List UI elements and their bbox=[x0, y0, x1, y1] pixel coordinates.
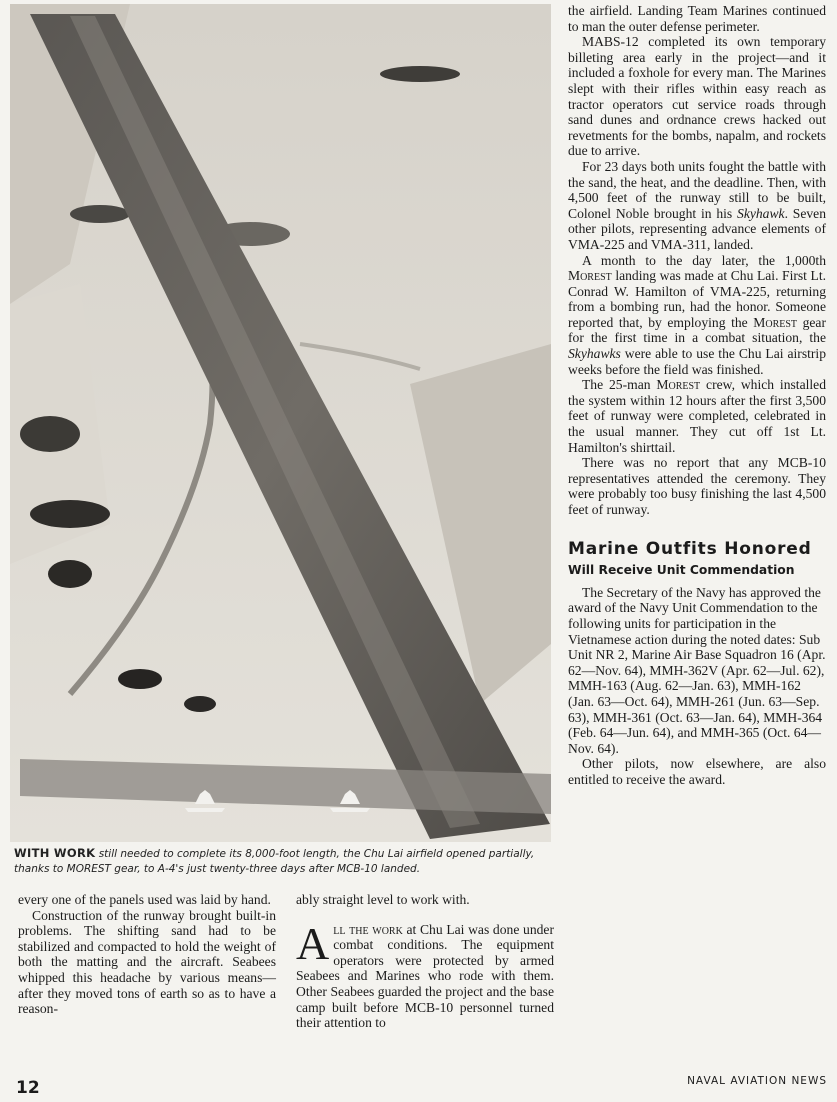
paragraph: the airfield. Landing Team Marines continued to man the outer defense perimeter. bbox=[568, 3, 826, 34]
paragraph: The Secretary of the Navy has approved the award of the Navy Unit Commendation to the following units for participation in the Vietnamese action during the noted dates: Sub Unit NR 2, Marine Air Base Squadron 16 (Apr. 62—Nov. 64), MMH-362V (Apr. 62—Jul. 62), MMH-163 (Aug. 62—Jan. 63), MMH-162 (Jan. 63—Oct. 64), MMH-261 (Jun. 63—Sep. 63), MMH-361 (Oct. 63—Jan. 64), MMH-364 (Feb. 64—Jun. 64), and MMH-365 (Oct. 64—Nov. 64). bbox=[568, 584, 826, 756]
caption-text: still needed to complete its 8,000-foot length, the Chu Lai airfield opened partially, thanks to MOREST gear, to A-4's just twenty-three days after MCB-10 landed. bbox=[14, 848, 535, 875]
page-number: 12 bbox=[16, 1078, 40, 1098]
paragraph: There was no report that any MCB-10 representatives attended the ceremony. They were probably too busy finishing the last 4,500 feet of runway. bbox=[568, 455, 826, 517]
column-right bbox=[568, 3, 826, 788]
paragraph-text: at Chu Lai was done under combat conditions. The equipment operators were protected by armed Seabees and Marines who rode with them. Other Seabees guarded the project and the base camp built before MCB-10 personnel turned their attention to bbox=[296, 921, 554, 1031]
paragraph: Construction of the runway brought built-in problems. The shifting sand had to be stabilized and compacted to hold the weight of both the matting and the aircraft. Seabees whipped this headache by various means—after they moved tons of earth so as to have a reason- bbox=[18, 907, 276, 1017]
paragraph: MABS-12 completed its own temporary billeting area early in the project—and it included a foxhole for every man. The Marines slept with their rifles within easy reach as tractor operators cut service roads through sand dunes and ordnance crews hacked out revetments for the bombs, napalm, and rockets due to arrive. bbox=[568, 34, 826, 159]
column-left bbox=[18, 892, 276, 1017]
paragraph: For 23 days both units fought the battle with the sand, the heat, and the deadline. Then, with 4,500 feet of the runway still to be built, Colonel Noble brought in his Skyhawk. Seven other pilots, representing advance elements of VMA-225 and VMA-311, landed. bbox=[568, 158, 826, 252]
column-middle bbox=[296, 892, 554, 1031]
paragraph: A month to the day later, the 1,000th Morest landing was made at Chu Lai. First Lt. Conrad W. Hamilton of VMA-225, returning from a bombing run, had the honor. Someone reported that, by employing the Morest gear for the first time in a combat situation, the Skyhawks were able to use the Chu Lai airstrip weeks before the field was finished. bbox=[568, 252, 826, 377]
paragraph bbox=[296, 917, 554, 1031]
article-subheadline: Will Receive Unit Commendation bbox=[568, 563, 795, 578]
caption-lead: WITH WORK bbox=[14, 846, 96, 860]
airfield-aerial-photo bbox=[10, 4, 551, 842]
paragraph: ably straight level to work with. bbox=[296, 892, 470, 907]
paragraph: every one of the panels used was laid by hand. bbox=[18, 892, 271, 907]
publication-footer: NAVAL AVIATION NEWS bbox=[687, 1075, 827, 1087]
article-headline: Marine Outfits Honored bbox=[568, 538, 812, 559]
paragraph: The 25-man Morest crew, which installed the system within 12 hours after the first 3,500 feet of runway were completed, celebrated in the usual manner. They cut off 1st Lt. Hamilton's shirttail. bbox=[568, 377, 826, 455]
small-caps-lead: ll the work bbox=[333, 921, 403, 937]
photo-caption bbox=[14, 846, 554, 877]
drop-cap: A bbox=[296, 917, 330, 969]
paragraph: Other pilots, now elsewhere, are also entitled to receive the award. bbox=[568, 756, 826, 787]
